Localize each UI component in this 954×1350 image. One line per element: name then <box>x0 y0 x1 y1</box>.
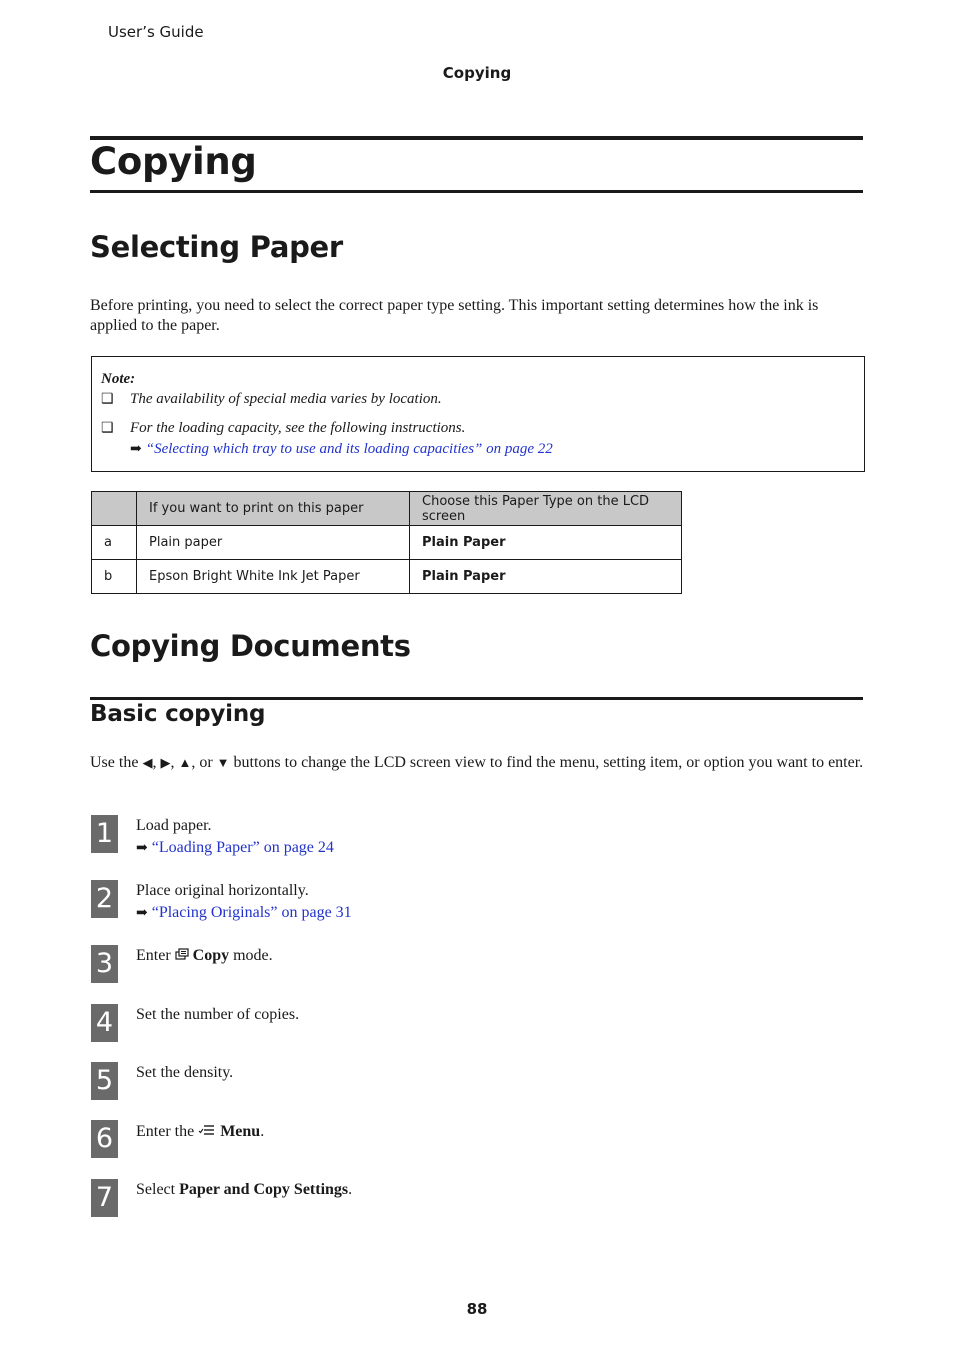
step-text: Enter <box>136 947 175 964</box>
up-triangle-icon: ▲ <box>178 755 192 770</box>
arrow-right-icon: ➡ <box>130 442 142 457</box>
table-header-row <box>92 492 682 526</box>
link-placing-originals[interactable]: “Placing Originals” on page 31 <box>151 904 352 921</box>
selecting-paper-intro: Before printing, you need to select the correct paper type setting. This important setting determines how the ink is applied to the paper. <box>90 297 819 334</box>
heading-basic-copying: Basic copying <box>90 701 266 727</box>
step-number: 5 <box>91 1062 118 1100</box>
step-number: 4 <box>91 1004 118 1042</box>
step-6 <box>136 1121 264 1144</box>
table-cell-paper: Plain paper <box>137 526 410 560</box>
step-3 <box>136 945 273 968</box>
arrow-right-icon: ➡ <box>136 906 148 921</box>
step-number: 2 <box>91 880 118 918</box>
note-item <box>101 418 553 460</box>
step-number: 7 <box>91 1179 118 1217</box>
step-1 <box>136 815 334 860</box>
left-triangle-icon: ◀ <box>142 755 153 770</box>
subheading-rule <box>90 697 863 700</box>
step-text-bold: Copy <box>192 947 230 964</box>
step-4 <box>136 1004 299 1026</box>
step-text: mode. <box>229 947 273 964</box>
table-header-type: Choose this Paper Type on the LCD screen <box>410 492 682 526</box>
menu-icon <box>198 1122 215 1144</box>
table-cell-id: a <box>92 526 137 560</box>
step-5 <box>136 1062 233 1084</box>
step-7 <box>136 1179 352 1201</box>
checkbox-icon: ❑ <box>101 421 114 436</box>
basic-copying-intro <box>90 753 865 773</box>
chapter-rule-bottom <box>90 190 863 193</box>
heading-copying-documents: Copying Documents <box>90 629 411 663</box>
step-text: . <box>260 1123 265 1140</box>
table-header-paper: If you want to print on this paper <box>137 492 410 526</box>
step-text: Set the number of copies. <box>136 1006 300 1023</box>
right-triangle-icon: ▶ <box>160 755 171 770</box>
down-triangle-icon: ▼ <box>216 755 230 770</box>
intro-text: , <box>170 754 179 771</box>
chapter-title: Copying <box>90 140 257 183</box>
table-row <box>92 526 682 560</box>
step-text: Select <box>136 1181 180 1198</box>
copy-icon <box>175 946 189 968</box>
heading-selecting-paper: Selecting Paper <box>90 230 343 264</box>
note-item-text: The availability of special media varies by location. <box>130 391 442 407</box>
page-number: 88 <box>466 1300 488 1318</box>
running-header-section: Copying <box>442 64 512 82</box>
note-item <box>101 389 553 410</box>
checkbox-icon: ❑ <box>101 392 114 407</box>
table-cell-id: b <box>92 560 137 594</box>
table-row <box>92 560 682 594</box>
note-label: Note: <box>101 371 136 387</box>
step-text: . <box>348 1181 353 1198</box>
note-item-text: For the loading capacity, see the following instructions. <box>130 420 466 436</box>
step-text: Enter the <box>136 1123 199 1140</box>
table-cell-paper: Epson Bright White Ink Jet Paper <box>137 560 410 594</box>
step-2 <box>136 880 352 925</box>
table-cell-type: Plain Paper <box>410 560 682 594</box>
step-number: 6 <box>91 1120 118 1158</box>
paper-type-table <box>91 491 682 594</box>
step-text: Set the density. <box>136 1064 234 1081</box>
note-box <box>91 356 865 472</box>
intro-text: buttons to change the LCD screen view to find the menu, setting item, or option you want to enter. <box>229 754 864 771</box>
link-tray-capacities[interactable]: “Selecting which tray to use and its loading capacities” on page 22 <box>145 441 553 457</box>
running-header-guide-title: User’s Guide <box>108 23 204 41</box>
arrow-right-icon: ➡ <box>136 841 148 856</box>
intro-text: , <box>152 754 161 771</box>
step-number: 3 <box>91 945 118 983</box>
link-loading-paper[interactable]: “Loading Paper” on page 24 <box>151 839 334 856</box>
step-number: 1 <box>91 815 118 853</box>
intro-text: Use the <box>90 754 143 771</box>
step-text: Load paper. <box>136 817 212 834</box>
table-header-blank <box>92 492 137 526</box>
step-text-bold: Paper and Copy Settings <box>179 1181 349 1198</box>
step-text-bold: Menu <box>220 1123 261 1140</box>
step-text: Place original horizontally. <box>136 882 309 899</box>
table-cell-type: Plain Paper <box>410 526 682 560</box>
intro-text: , or <box>191 754 217 771</box>
